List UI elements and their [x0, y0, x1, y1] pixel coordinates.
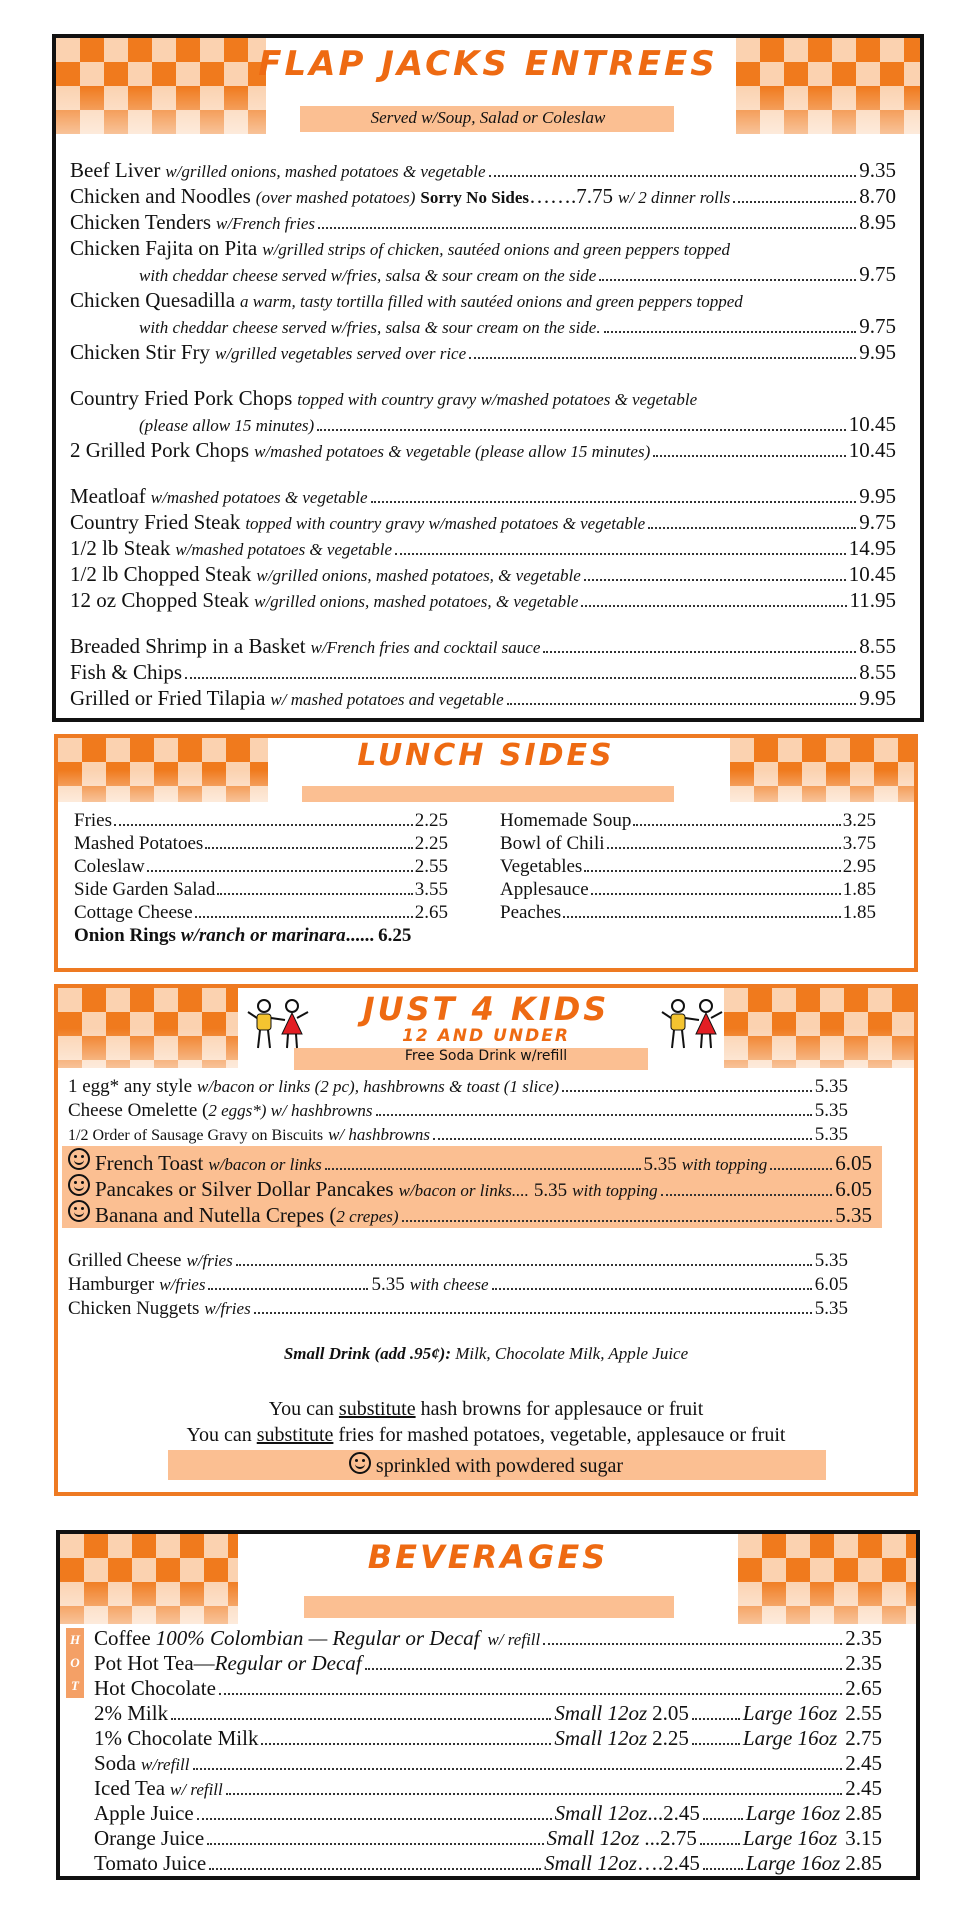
kids-item: Hamburger w/fries 5.35 with cheese 6.05: [68, 1274, 848, 1295]
title-band: [304, 1596, 674, 1618]
side-item: Peaches 1.85: [500, 902, 876, 923]
menu-item: Chicken Stir Fry w/grilled vegetables served over rice 9.95: [70, 340, 896, 364]
kids-title: JUST 4 KIDS: [362, 990, 610, 1028]
kids-item: Grilled Cheese w/fries 5.35: [68, 1250, 848, 1271]
entrees-subtitle: Served w/Soup, Salad or Coleslaw: [370, 108, 606, 127]
kids-item: Chicken Nuggets w/fries 5.35: [68, 1298, 848, 1319]
beverage-item: Pot Hot Tea— Regular or Decaf 2.35: [94, 1651, 882, 1675]
menu-item: 2 Grilled Pork Chops w/mashed potatoes & vegetable (please allow 15 minutes) 10.45: [70, 438, 896, 462]
beverage-item: Iced Tea w/ refill 2.45: [94, 1776, 882, 1800]
menu-item: Beef Liver w/grilled onions, mashed potatoes & vegetable 9.35: [70, 158, 896, 182]
side-item-onion-rings: Onion Rings w/ranch or marinara ...... 6.25: [74, 925, 412, 946]
smiley-icon: [68, 1174, 90, 1196]
lunch-sides-section: [54, 734, 918, 972]
menu-item: Chicken Quesadilla a warm, tasty tortilla filled with sautéed onions and green peppers topped: [70, 288, 743, 312]
kids-section: [54, 984, 918, 1496]
menu-item: Chicken Tenders w/French fries 8.95: [70, 210, 896, 234]
substitute-note-2: You can substitute fries for mashed potatoes, vegetable, applesauce or fruit: [186, 1424, 786, 1446]
entrees-section: [52, 34, 924, 722]
hot-label: HOT: [66, 1628, 84, 1698]
entrees-title: FLAP JACKS ENTREES: [258, 44, 718, 84]
beverages-section: [56, 1530, 920, 1880]
menu-item: Chicken Fajita on Pita w/grilled strips of chicken, sautéed onions and green peppers topped: [70, 236, 730, 260]
beverage-item: Apple Juice Small 12oz ...2.45 Large 16oz 2.85: [94, 1801, 882, 1825]
beverage-item: 1% Chocolate Milk Small 12oz 2.25 Large 16oz 2.75: [94, 1726, 882, 1750]
menu-item: Grilled or Fried Tilapia w/ mashed potatoes and vegetable 9.95: [70, 686, 896, 710]
kids-age-note: 12 AND UNDER: [402, 1026, 570, 1046]
menu-item: Country Fried Pork Chops topped with country gravy w/mashed potatoes & vegetable: [70, 386, 698, 410]
side-item: Side Garden Salad 3.55: [74, 879, 448, 900]
menu-item: 1/2 lb Steak w/mashed potatoes & vegetable 14.95: [70, 536, 896, 560]
kids-sweet-item: French Toast w/bacon or links 5.35 with topping 6.05: [68, 1148, 872, 1176]
title-band: [302, 786, 674, 802]
fade-right: [730, 770, 914, 802]
kids-sweet-item: Pancakes or Silver Dollar Pancakes w/bacon or links.... 5.35 with topping 6.05: [68, 1174, 872, 1202]
side-item: Coleslaw 2.55: [74, 856, 448, 877]
menu-item-continued: with cheddar cheese served w/fries, salsa & sour cream on the side 9.75: [139, 262, 896, 286]
menu-item: 12 oz Chopped Steak w/grilled onions, mashed potatoes, & vegetable 11.95: [70, 588, 896, 612]
menu-item: Fish & Chips 8.55: [70, 660, 896, 684]
fade-left: [58, 770, 268, 802]
beverage-item: Coffee 100% Colombian — Regular or Decaf w/ refill 2.35: [94, 1626, 882, 1650]
menu-item: Meatloaf w/mashed potatoes & vegetable 9.95: [70, 484, 896, 508]
side-item: Fries 2.25: [74, 810, 448, 831]
smiley-icon: [68, 1200, 90, 1222]
side-item: Homemade Soup 3.25: [500, 810, 876, 831]
menu-item-continued: (please allow 15 minutes) 10.45: [139, 412, 896, 436]
sprinkled-note: sprinkled with powdered sugar: [58, 1452, 914, 1478]
kids-item: 1/2 Order of Sausage Gravy on Biscuits w/ hashbrowns 5.35: [68, 1124, 848, 1145]
side-item: Applesauce 1.85: [500, 879, 876, 900]
beverage-item: 2% Milk Small 12oz 2.05 Large 16oz 2.55: [94, 1701, 882, 1725]
fade-right: [738, 1579, 916, 1624]
menu-item-continued: with cheddar cheese served w/fries, salsa & sour cream on the side. 9.75: [139, 314, 896, 338]
smiley-icon: [68, 1148, 90, 1170]
sides-title: LUNCH SIDES: [357, 738, 615, 773]
fade-left: [60, 1579, 238, 1624]
kids-item: Cheese Omelette ( 2 eggs*) w/ hashbrowns 5.35: [68, 1100, 848, 1121]
side-item: Mashed Potatoes 2.25: [74, 833, 448, 854]
beverage-item: Orange Juice Small 12oz ...2.75 Large 16oz 3.15: [94, 1826, 882, 1850]
substitute-note-1: You can substitute hash browns for applesauce or fruit: [268, 1398, 704, 1420]
menu-item: Chicken and Noodles (over mashed potatoes) Sorry No Sides …….7.75 w/ 2 dinner rolls 8.70: [70, 184, 896, 208]
beverages-title: BEVERAGES: [367, 1538, 609, 1576]
menu-item: Country Fried Steak topped with country gravy w/mashed potatoes & vegetable 9.75: [70, 510, 896, 534]
menu-item: 1/2 lb Chopped Steak w/grilled onions, mashed potatoes, & vegetable 10.45: [70, 562, 896, 586]
kids-sweet-item: Banana and Nutella Crepes ( 2 crepes) 5.35: [68, 1200, 872, 1228]
smiley-icon: [349, 1452, 371, 1474]
menu-item: Breaded Shrimp in a Basket w/French fries and cocktail sauce 8.55: [70, 634, 896, 658]
side-item: Bowl of Chili 3.75: [500, 833, 876, 854]
kids-item: 1 egg* any style w/bacon or links (2 pc), hashbrowns & toast (1 slice) 5.35: [68, 1076, 848, 1097]
beverage-item: Hot Chocolate 2.65: [94, 1676, 882, 1700]
beverage-item: Soda w/refill 2.45: [94, 1751, 882, 1775]
side-item: Cottage Cheese 2.65: [74, 902, 448, 923]
side-item: Vegetables 2.95: [500, 856, 876, 877]
beverage-item: Tomato Juice Small 12oz ….2.45 Large 16oz 2.85: [94, 1851, 882, 1875]
small-drink-note: Small Drink (add .95¢): Milk, Chocolate Milk, Apple Juice: [283, 1344, 689, 1363]
kids-soda-note: Free Soda Drink w/refill: [404, 1048, 568, 1064]
